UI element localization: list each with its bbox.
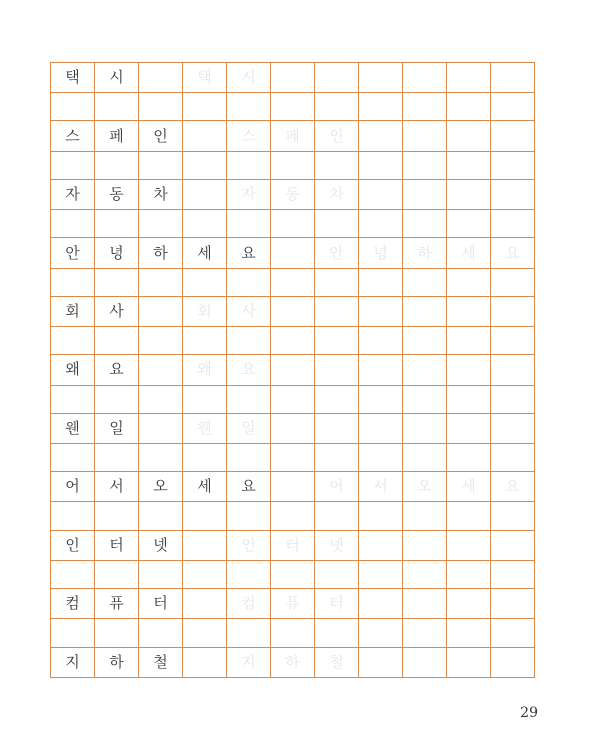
empty-cell bbox=[403, 355, 447, 385]
empty-cell bbox=[491, 121, 535, 151]
empty-cell bbox=[271, 472, 315, 502]
empty-cell bbox=[447, 647, 491, 677]
empty-cell bbox=[491, 63, 535, 93]
empty-cell bbox=[359, 589, 403, 619]
empty-cell bbox=[359, 63, 403, 93]
model-syllable: 차 bbox=[139, 179, 183, 209]
model-syllable: 서 bbox=[95, 472, 139, 502]
empty-cell bbox=[403, 179, 447, 209]
empty-cell bbox=[491, 268, 535, 296]
empty-cell bbox=[51, 560, 95, 588]
empty-cell bbox=[403, 560, 447, 588]
practice-row bbox=[51, 413, 535, 443]
trace-syllable: 회 bbox=[183, 296, 227, 326]
empty-cell bbox=[139, 413, 183, 443]
trace-syllable: 하 bbox=[403, 238, 447, 268]
empty-cell bbox=[403, 647, 447, 677]
empty-cell bbox=[271, 385, 315, 413]
trace-syllable: 어 bbox=[315, 472, 359, 502]
practice-row bbox=[51, 238, 535, 268]
empty-cell bbox=[315, 268, 359, 296]
empty-cell bbox=[447, 355, 491, 385]
practice-row bbox=[51, 63, 535, 93]
empty-cell bbox=[403, 589, 447, 619]
practice-row bbox=[51, 296, 535, 326]
empty-cell bbox=[183, 210, 227, 238]
empty-cell bbox=[95, 560, 139, 588]
empty-cell bbox=[315, 93, 359, 121]
empty-cell bbox=[271, 619, 315, 647]
empty-cell bbox=[51, 502, 95, 530]
empty-cell bbox=[359, 647, 403, 677]
empty-cell bbox=[403, 619, 447, 647]
empty-cell bbox=[139, 619, 183, 647]
practice-row bbox=[51, 355, 535, 385]
empty-cell bbox=[139, 560, 183, 588]
empty-cell bbox=[315, 296, 359, 326]
empty-cell bbox=[359, 151, 403, 179]
model-syllable: 어 bbox=[51, 472, 95, 502]
empty-cell bbox=[227, 327, 271, 355]
empty-cell bbox=[447, 93, 491, 121]
empty-cell bbox=[359, 355, 403, 385]
empty-cell bbox=[183, 589, 227, 619]
model-syllable: 세 bbox=[183, 472, 227, 502]
empty-cell bbox=[491, 560, 535, 588]
empty-cell bbox=[403, 530, 447, 560]
empty-cell bbox=[359, 413, 403, 443]
blank-practice-row bbox=[51, 210, 535, 238]
empty-cell bbox=[491, 210, 535, 238]
practice-row bbox=[51, 472, 535, 502]
empty-cell bbox=[359, 121, 403, 151]
empty-cell bbox=[183, 151, 227, 179]
empty-cell bbox=[139, 385, 183, 413]
model-syllable: 동 bbox=[95, 179, 139, 209]
model-syllable: 시 bbox=[95, 63, 139, 93]
empty-cell bbox=[447, 589, 491, 619]
empty-cell bbox=[183, 444, 227, 472]
empty-cell bbox=[183, 502, 227, 530]
empty-cell bbox=[447, 619, 491, 647]
empty-cell bbox=[183, 530, 227, 560]
model-syllable: 퓨 bbox=[95, 589, 139, 619]
trace-syllable: 웬 bbox=[183, 413, 227, 443]
trace-syllable: 인 bbox=[315, 121, 359, 151]
trace-syllable: 인 bbox=[227, 530, 271, 560]
empty-cell bbox=[95, 210, 139, 238]
blank-practice-row bbox=[51, 560, 535, 588]
empty-cell bbox=[491, 151, 535, 179]
trace-syllable: 안 bbox=[315, 238, 359, 268]
empty-cell bbox=[315, 413, 359, 443]
empty-cell bbox=[183, 93, 227, 121]
trace-syllable: 자 bbox=[227, 179, 271, 209]
empty-cell bbox=[139, 502, 183, 530]
empty-cell bbox=[447, 502, 491, 530]
trace-syllable: 퓨 bbox=[271, 589, 315, 619]
empty-cell bbox=[139, 151, 183, 179]
empty-cell bbox=[359, 296, 403, 326]
empty-cell bbox=[447, 385, 491, 413]
empty-cell bbox=[315, 444, 359, 472]
empty-cell bbox=[95, 327, 139, 355]
empty-cell bbox=[227, 210, 271, 238]
trace-syllable: 페 bbox=[271, 121, 315, 151]
model-syllable: 녕 bbox=[95, 238, 139, 268]
empty-cell bbox=[359, 210, 403, 238]
empty-cell bbox=[359, 327, 403, 355]
empty-cell bbox=[359, 560, 403, 588]
trace-syllable: 지 bbox=[227, 647, 271, 677]
empty-cell bbox=[403, 385, 447, 413]
trace-syllable: 서 bbox=[359, 472, 403, 502]
empty-cell bbox=[139, 296, 183, 326]
practice-row bbox=[51, 647, 535, 677]
model-syllable: 안 bbox=[51, 238, 95, 268]
empty-cell bbox=[447, 327, 491, 355]
empty-cell bbox=[403, 63, 447, 93]
trace-syllable: 터 bbox=[271, 530, 315, 560]
model-syllable: 자 bbox=[51, 179, 95, 209]
empty-cell bbox=[315, 355, 359, 385]
empty-cell bbox=[447, 63, 491, 93]
empty-cell bbox=[139, 444, 183, 472]
empty-cell bbox=[139, 93, 183, 121]
empty-cell bbox=[491, 327, 535, 355]
model-syllable: 요 bbox=[227, 238, 271, 268]
trace-syllable: 동 bbox=[271, 179, 315, 209]
trace-syllable: 요 bbox=[227, 355, 271, 385]
empty-cell bbox=[51, 93, 95, 121]
empty-cell bbox=[447, 179, 491, 209]
empty-cell bbox=[139, 210, 183, 238]
model-syllable: 오 bbox=[139, 472, 183, 502]
empty-cell bbox=[95, 385, 139, 413]
empty-cell bbox=[315, 385, 359, 413]
empty-cell bbox=[183, 619, 227, 647]
empty-cell bbox=[51, 327, 95, 355]
empty-cell bbox=[227, 151, 271, 179]
empty-cell bbox=[271, 210, 315, 238]
practice-row bbox=[51, 179, 535, 209]
empty-cell bbox=[403, 444, 447, 472]
model-syllable: 요 bbox=[95, 355, 139, 385]
empty-cell bbox=[51, 619, 95, 647]
empty-cell bbox=[227, 502, 271, 530]
empty-cell bbox=[447, 268, 491, 296]
empty-cell bbox=[359, 530, 403, 560]
empty-cell bbox=[315, 502, 359, 530]
empty-cell bbox=[51, 444, 95, 472]
empty-cell bbox=[359, 385, 403, 413]
empty-cell bbox=[359, 268, 403, 296]
empty-cell bbox=[271, 268, 315, 296]
empty-cell bbox=[271, 238, 315, 268]
trace-syllable: 철 bbox=[315, 647, 359, 677]
empty-cell bbox=[183, 179, 227, 209]
empty-cell bbox=[183, 327, 227, 355]
trace-syllable: 사 bbox=[227, 296, 271, 326]
blank-practice-row bbox=[51, 151, 535, 179]
trace-syllable: 스 bbox=[227, 121, 271, 151]
empty-cell bbox=[183, 385, 227, 413]
empty-cell bbox=[95, 502, 139, 530]
empty-cell bbox=[447, 151, 491, 179]
handwriting-practice-grid bbox=[50, 62, 535, 678]
empty-cell bbox=[447, 413, 491, 443]
empty-cell bbox=[491, 385, 535, 413]
model-syllable: 지 bbox=[51, 647, 95, 677]
model-syllable: 터 bbox=[95, 530, 139, 560]
empty-cell bbox=[491, 179, 535, 209]
model-syllable: 회 bbox=[51, 296, 95, 326]
empty-cell bbox=[271, 502, 315, 530]
model-syllable: 사 bbox=[95, 296, 139, 326]
empty-cell bbox=[139, 355, 183, 385]
model-syllable: 터 bbox=[139, 589, 183, 619]
empty-cell bbox=[139, 268, 183, 296]
empty-cell bbox=[447, 444, 491, 472]
model-syllable: 요 bbox=[227, 472, 271, 502]
empty-cell bbox=[491, 647, 535, 677]
model-syllable: 택 bbox=[51, 63, 95, 93]
model-syllable: 세 bbox=[183, 238, 227, 268]
model-syllable: 일 bbox=[95, 413, 139, 443]
empty-cell bbox=[271, 63, 315, 93]
empty-cell bbox=[227, 444, 271, 472]
empty-cell bbox=[447, 296, 491, 326]
empty-cell bbox=[359, 502, 403, 530]
trace-syllable: 요 bbox=[491, 238, 535, 268]
practice-row bbox=[51, 589, 535, 619]
empty-cell bbox=[359, 93, 403, 121]
empty-cell bbox=[403, 327, 447, 355]
trace-syllable: 세 bbox=[447, 472, 491, 502]
empty-cell bbox=[447, 560, 491, 588]
empty-cell bbox=[95, 444, 139, 472]
practice-row bbox=[51, 121, 535, 151]
blank-practice-row bbox=[51, 385, 535, 413]
model-syllable: 넷 bbox=[139, 530, 183, 560]
practice-row bbox=[51, 530, 535, 560]
blank-practice-row bbox=[51, 619, 535, 647]
empty-cell bbox=[491, 413, 535, 443]
empty-cell bbox=[51, 268, 95, 296]
empty-cell bbox=[227, 385, 271, 413]
empty-cell bbox=[271, 355, 315, 385]
trace-syllable: 넷 bbox=[315, 530, 359, 560]
trace-syllable: 오 bbox=[403, 472, 447, 502]
empty-cell bbox=[51, 151, 95, 179]
model-syllable: 왜 bbox=[51, 355, 95, 385]
empty-cell bbox=[491, 589, 535, 619]
empty-cell bbox=[227, 560, 271, 588]
trace-syllable: 택 bbox=[183, 63, 227, 93]
empty-cell bbox=[359, 619, 403, 647]
empty-cell bbox=[315, 63, 359, 93]
model-syllable: 스 bbox=[51, 121, 95, 151]
trace-syllable: 차 bbox=[315, 179, 359, 209]
empty-cell bbox=[315, 327, 359, 355]
model-syllable: 하 bbox=[139, 238, 183, 268]
empty-cell bbox=[51, 210, 95, 238]
empty-cell bbox=[183, 268, 227, 296]
empty-cell bbox=[315, 619, 359, 647]
empty-cell bbox=[315, 151, 359, 179]
empty-cell bbox=[403, 268, 447, 296]
empty-cell bbox=[491, 530, 535, 560]
blank-practice-row bbox=[51, 502, 535, 530]
empty-cell bbox=[51, 385, 95, 413]
empty-cell bbox=[403, 296, 447, 326]
blank-practice-row bbox=[51, 268, 535, 296]
empty-cell bbox=[271, 413, 315, 443]
empty-cell bbox=[271, 560, 315, 588]
empty-cell bbox=[359, 179, 403, 209]
empty-cell bbox=[139, 63, 183, 93]
empty-cell bbox=[447, 121, 491, 151]
empty-cell bbox=[403, 210, 447, 238]
empty-cell bbox=[95, 93, 139, 121]
trace-syllable: 녕 bbox=[359, 238, 403, 268]
empty-cell bbox=[403, 151, 447, 179]
empty-cell bbox=[491, 444, 535, 472]
trace-syllable: 시 bbox=[227, 63, 271, 93]
empty-cell bbox=[139, 327, 183, 355]
empty-cell bbox=[271, 296, 315, 326]
empty-cell bbox=[491, 619, 535, 647]
empty-cell bbox=[491, 355, 535, 385]
empty-cell bbox=[403, 93, 447, 121]
empty-cell bbox=[271, 327, 315, 355]
empty-cell bbox=[491, 93, 535, 121]
trace-syllable: 컴 bbox=[227, 589, 271, 619]
trace-syllable: 세 bbox=[447, 238, 491, 268]
model-syllable: 철 bbox=[139, 647, 183, 677]
empty-cell bbox=[183, 121, 227, 151]
empty-cell bbox=[95, 268, 139, 296]
model-syllable: 페 bbox=[95, 121, 139, 151]
empty-cell bbox=[183, 560, 227, 588]
page-number: 29 bbox=[520, 705, 538, 721]
empty-cell bbox=[271, 444, 315, 472]
empty-cell bbox=[359, 444, 403, 472]
empty-cell bbox=[403, 121, 447, 151]
empty-cell bbox=[227, 93, 271, 121]
empty-cell bbox=[491, 296, 535, 326]
model-syllable: 하 bbox=[95, 647, 139, 677]
model-syllable: 웬 bbox=[51, 413, 95, 443]
empty-cell bbox=[315, 560, 359, 588]
trace-syllable: 왜 bbox=[183, 355, 227, 385]
empty-cell bbox=[227, 268, 271, 296]
trace-syllable: 터 bbox=[315, 589, 359, 619]
model-syllable: 인 bbox=[139, 121, 183, 151]
trace-syllable: 하 bbox=[271, 647, 315, 677]
empty-cell bbox=[183, 647, 227, 677]
empty-cell bbox=[95, 619, 139, 647]
blank-practice-row bbox=[51, 93, 535, 121]
model-syllable: 인 bbox=[51, 530, 95, 560]
empty-cell bbox=[271, 151, 315, 179]
trace-syllable: 일 bbox=[227, 413, 271, 443]
empty-cell bbox=[403, 413, 447, 443]
empty-cell bbox=[491, 502, 535, 530]
model-syllable: 컴 bbox=[51, 589, 95, 619]
empty-cell bbox=[447, 530, 491, 560]
empty-cell bbox=[227, 619, 271, 647]
empty-cell bbox=[95, 151, 139, 179]
empty-cell bbox=[403, 502, 447, 530]
empty-cell bbox=[447, 210, 491, 238]
empty-cell bbox=[315, 210, 359, 238]
empty-cell bbox=[271, 93, 315, 121]
blank-practice-row bbox=[51, 327, 535, 355]
trace-syllable: 요 bbox=[491, 472, 535, 502]
blank-practice-row bbox=[51, 444, 535, 472]
